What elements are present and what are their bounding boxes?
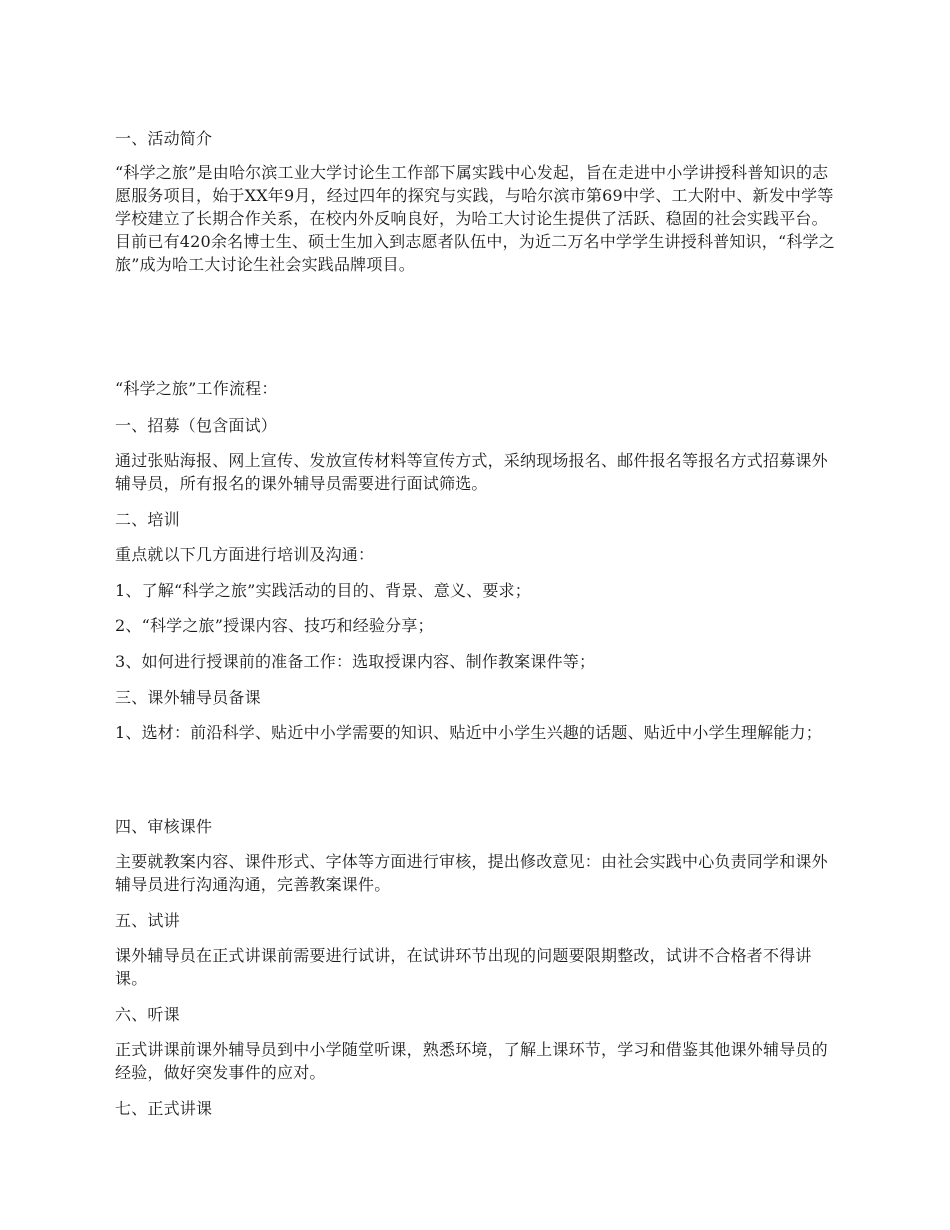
training-item-2: 2、“科学之旅”授课内容、技巧和经验分享； [115,616,434,635]
observe-paragraph: 正式讲课前课外辅导员到中小学随堂听课，熟悉环境，了解上课环节，学习和借鉴其他课外辅导员的经验，做好突发事件的应对。 [115,1040,828,1082]
prepare-item-1: 1、选材：前沿科学、贴近中小学需要的知识、贴近中小学生兴趣的话题、贴近中小学生理解能力； [115,723,822,742]
step-heading-recruit: 一、招募（包含面试） [115,416,278,435]
training-item-1: 1、了解“科学之旅”实践活动的目的、背景、意义、要求； [115,581,531,600]
step-heading-prepare: 三、课外辅导员备课 [115,688,261,707]
trial-paragraph: 课外辅导员在正式讲课前需要进行试讲，在试讲环节出现的问题要限期整改，试讲不合格者不得讲课。 [115,946,812,988]
intro-paragraph: “科学之旅”是由哈尔滨工业大学讨论生工作部下属实践中心发起，旨在走进中小学讲授科普知识的志愿服务项目，始于XX年9月，经过四年的探究与实践，与哈尔滨市第69中学、工大附中、新发中学等学校建立了长期合作关系，在校内外反响良好，为哈工大讨论生提供了活跃、稳固的社会实践平台。目前已有420余名博士生、硕士生加入到志愿者队伍中，为近二万名中学学生讲授科普知识，“科学之旅”成为哈工大讨论生社会实践品牌项目。 [115,163,835,274]
recruit-paragraph: 通过张贴海报、网上宣传、发放宣传材料等宣传方式，采纳现场报名、邮件报名等报名方式招募课外辅导员，所有报名的课外辅导员需要进行面试筛选。 [115,451,828,493]
step-heading-lecture: 七、正式讲课 [115,1099,213,1118]
step-heading-training: 二、培训 [115,510,180,529]
step-heading-review: 四、审核课件 [115,817,213,836]
step-heading-trial: 五、试讲 [115,911,180,930]
training-item-3: 3、如何进行授课前的准备工作：选取授课内容、制作教案课件等； [115,652,596,671]
review-paragraph: 主要就教案内容、课件形式、字体等方面进行审核，提出修改意见：由社会实践中心负责同学和课外辅导员进行沟通沟通，完善教案课件。 [115,852,828,894]
workflow-title: “科学之旅”工作流程： [115,379,278,398]
section-heading-intro: 一、活动简介 [115,129,213,148]
training-intro: 重点就以下几方面进行培训及沟通： [115,545,375,564]
step-heading-observe: 六、听课 [115,1005,180,1024]
